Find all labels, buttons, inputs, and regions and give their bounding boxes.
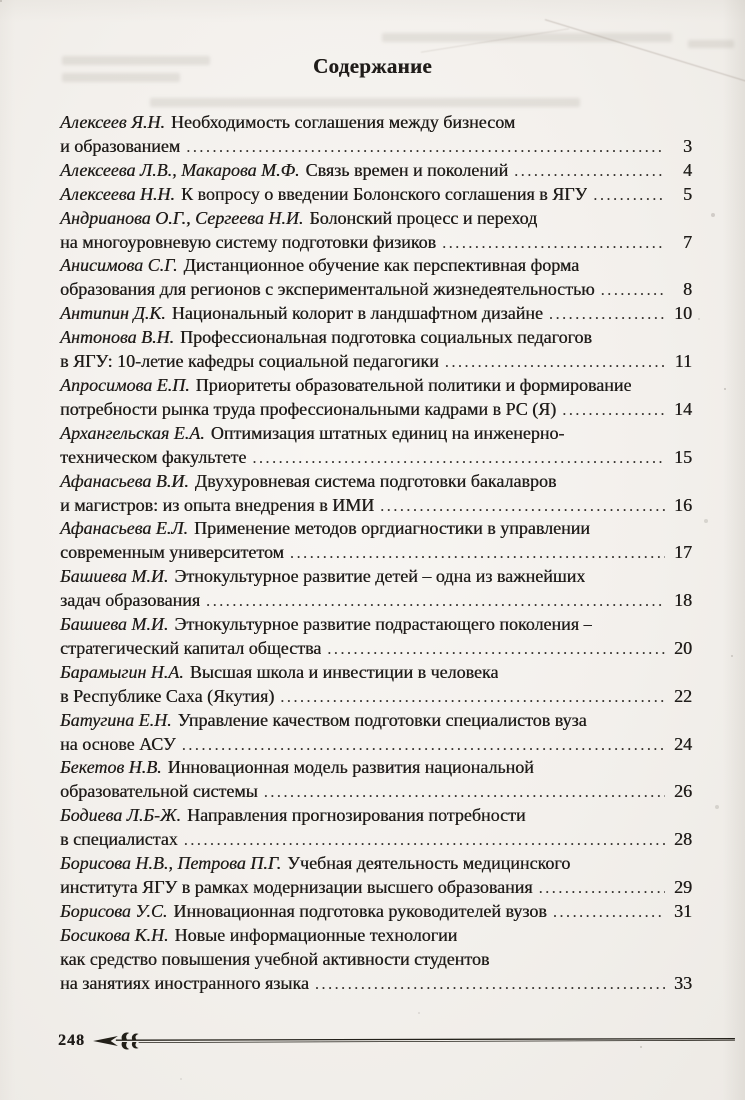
toc-entry [60, 207, 692, 255]
toc-entry [60, 565, 692, 613]
author-name: Алексеев Я.Н. [60, 112, 165, 132]
entry-title-text: Профессиональная подготовка социальных педагогов [180, 327, 592, 348]
toc-entry [60, 756, 692, 804]
entry-title-text: в специалистах [60, 829, 178, 850]
entry-page-number: 26 [674, 781, 692, 802]
scan-noise [0, 0, 2, 2]
entry-page-number: 7 [683, 231, 692, 252]
arrow-rule-ornament-icon [91, 1028, 737, 1054]
entry-page-number: 16 [674, 494, 692, 515]
entry-title-text: Двухуровневая система подготовки бакалавров [194, 470, 557, 491]
entry-title-text: в ЯГУ: 10-летие кафедры социальной педагогики [60, 351, 439, 372]
dot-leader [315, 972, 665, 996]
author-name: Борисова У.С. [60, 900, 168, 921]
author-name: Барамыгин Н.А. [60, 661, 184, 682]
entry-page-number: 18 [674, 590, 692, 611]
dot-leader [514, 159, 665, 183]
toc-line [60, 207, 692, 231]
toc-entry [60, 374, 692, 422]
toc-line [60, 326, 692, 350]
entry-title-text: Оптимизация штатных единиц на инженерно- [210, 422, 565, 443]
dot-leader [445, 350, 665, 374]
page-footer [58, 1028, 737, 1054]
dot-leader [182, 733, 665, 757]
toc-entry [60, 183, 692, 207]
dot-leader [549, 302, 665, 326]
toc-line [60, 470, 692, 494]
entry-title-text: на основе АСУ [60, 733, 176, 754]
toc-line [60, 231, 692, 255]
entry-title-text: Необходимость соглашения между бизнесом [170, 112, 516, 132]
entry-title-text: Этнокультурное развитие подрастающего поколения – [174, 614, 593, 635]
author-name: Босикова К.Н. [60, 924, 169, 945]
entry-title-text: на многоуровневую систему подготовки физиков [60, 231, 437, 252]
toc-entry [60, 709, 692, 757]
toc-line [60, 924, 692, 948]
page-title: Содержание [313, 54, 432, 78]
author-name: Борисова Н.В., Петрова П.Г. [60, 853, 282, 874]
toc-entry [60, 852, 692, 900]
toc-entry [60, 613, 692, 661]
toc-line [60, 565, 692, 589]
toc-entry [60, 159, 692, 183]
entry-title-text: Новые информационные технологии [174, 924, 458, 945]
toc-line [60, 852, 692, 876]
entry-title-text: и образованием [60, 135, 181, 156]
toc-line [60, 900, 692, 924]
dot-leader [442, 231, 665, 255]
entry-title-text: образовательной системы [60, 781, 258, 802]
toc-line [60, 541, 692, 565]
toc-line [60, 685, 692, 709]
toc-line [60, 804, 692, 828]
dot-leader [252, 446, 665, 470]
toc-entry [60, 900, 692, 924]
toc-entry [60, 422, 692, 470]
toc-line [60, 446, 692, 470]
bleedthrough-text-ghost [688, 40, 734, 48]
toc-entry [60, 111, 692, 159]
entry-title-text: Инновационная модель развития национальной [167, 757, 534, 778]
toc-entry [60, 470, 692, 518]
entry-page-number: 20 [674, 637, 692, 658]
entry-page-number: 4 [683, 159, 692, 180]
author-name: Антонова В.Н. [60, 327, 175, 348]
dot-leader [539, 876, 665, 900]
entry-title-text: и магистров: из опыта внедрения в ИМИ [60, 494, 375, 515]
entry-page-number: 17 [674, 542, 692, 563]
entry-page-number: 5 [683, 183, 692, 204]
toc-entry [60, 924, 692, 996]
entry-title-text: как средство повышения учебной активности студентов [60, 948, 490, 969]
entry-title-text: техническом факультете [60, 446, 247, 467]
entry-title-text: стратегический капитал общества [60, 637, 322, 658]
toc-line [60, 876, 692, 900]
toc-line [60, 948, 692, 972]
toc-line [60, 374, 692, 398]
entry-title-text: Управление качеством подготовки специалистов вуза [177, 709, 587, 730]
author-name: Алексеева Л.В., Макарова М.Ф. [60, 159, 300, 180]
entry-title-text: К вопросу о введении Болонского соглашения в ЯГУ [180, 183, 588, 204]
author-name: Афанасьева В.И. [60, 470, 189, 491]
entry-title-text: образования для регионов с экспериментальной жизнедеятельностью [60, 279, 595, 300]
author-name: Бодиева Л.Б-Ж. [60, 805, 181, 826]
entry-title-text: потребности рынка труда профессиональными кадрами в РС (Я) [60, 398, 557, 419]
toc-line [60, 135, 692, 159]
entry-page-number: 11 [674, 351, 692, 372]
dot-leader [206, 589, 665, 613]
author-name: Архангельская Е.А. [60, 422, 205, 443]
toc-line [60, 302, 692, 326]
entry-title-text: института ЯГУ в рамках модернизации высшего образования [60, 877, 533, 897]
toc-entry [60, 661, 692, 709]
toc-line [60, 422, 692, 446]
dot-leader [186, 135, 665, 159]
entry-page-number: 10 [674, 303, 692, 324]
dot-leader [380, 494, 665, 518]
entry-title-text: задач образования [60, 590, 201, 611]
toc-entry [60, 254, 692, 302]
entry-page-number: 29 [674, 877, 692, 897]
toc-line [60, 637, 692, 661]
toc-line [60, 159, 692, 183]
entry-page-number: 3 [683, 135, 692, 156]
toc-line [60, 183, 692, 207]
folio-number: 248 [58, 1032, 85, 1049]
author-name: Батугина Е.Н. [60, 709, 172, 730]
author-name: Башиева М.И. [60, 566, 169, 587]
author-name: Алексеева Н.Н. [60, 183, 175, 204]
toc-line [60, 589, 692, 613]
toc-line [60, 398, 692, 422]
entry-title-text: в Республике Саха (Якутия) [60, 685, 275, 706]
entry-title-text: на занятиях иностранного языка [60, 972, 309, 993]
toc-line [60, 733, 692, 757]
dot-leader [184, 828, 665, 852]
dot-leader [290, 541, 665, 565]
entry-title-text: Приоритеты образовательной политики и формирование [195, 374, 632, 395]
author-name: Бекетов Н.В. [60, 757, 162, 778]
dot-leader [562, 398, 665, 422]
toc-line [60, 661, 692, 685]
author-name: Апросимова Е.П. [60, 374, 190, 395]
entry-title-text: Дистанционное обучение как перспективная форма [183, 255, 580, 276]
entry-title-text: современным университетом [60, 542, 284, 563]
author-name: Антипин Д.К. [60, 303, 166, 324]
entry-title-text: Болонский процесс и переход [309, 207, 538, 228]
entry-title-text: Национальный колорит в ландшафтном дизайне [171, 303, 543, 324]
dot-leader [280, 685, 665, 709]
entry-title-text: Этнокультурное развитие детей – одна из важнейших [174, 566, 586, 587]
entry-page-number: 31 [674, 900, 692, 921]
toc-line [60, 828, 692, 852]
toc-line [60, 494, 692, 518]
toc-line [60, 972, 692, 996]
entry-page-number: 14 [674, 398, 692, 419]
toc-line [60, 278, 692, 302]
dot-leader [593, 183, 665, 207]
toc-entry [60, 804, 692, 852]
entry-page-number: 8 [683, 279, 692, 300]
dot-leader [327, 637, 665, 661]
entry-title-text: Высшая школа и инвестиции в человека [189, 661, 499, 682]
entry-title-text: Применение методов оргдиагностики в управлении [193, 518, 590, 539]
toc-line [60, 756, 692, 780]
entry-page-number: 33 [674, 972, 692, 993]
entry-page-number: 24 [674, 733, 692, 754]
author-name: Анисимова С.Г. [60, 255, 178, 276]
table-of-contents [60, 111, 692, 996]
toc-entry [60, 517, 692, 565]
author-name: Башиева М.И. [60, 614, 169, 635]
dot-leader [553, 900, 665, 924]
entry-title-text: Направления прогнозирования потребности [186, 805, 526, 826]
entry-page-number: 22 [674, 685, 692, 706]
toc-entry [60, 326, 692, 374]
bleedthrough-text-ghost [150, 98, 580, 107]
entry-title-text: Инновационная подготовка руководителей вузов [173, 900, 547, 921]
entry-title-text: Учебная деятельность медицинского [287, 853, 571, 874]
dot-leader [601, 278, 665, 302]
toc-line [60, 111, 692, 135]
author-name: Андрианова О.Г., Сергеева Н.И. [60, 207, 304, 228]
toc-line [60, 709, 692, 733]
author-name: Афанасьева Е.Л. [60, 518, 188, 539]
toc-line [60, 350, 692, 374]
entry-page-number: 28 [674, 829, 692, 850]
entry-page-number: 15 [674, 446, 692, 467]
dot-leader [264, 780, 665, 804]
toc-line [60, 613, 692, 637]
toc-line [60, 780, 692, 804]
toc-line [60, 517, 692, 541]
entry-title-text: Связь времен и поколений [305, 159, 509, 180]
toc-entry [60, 302, 692, 326]
toc-line [60, 254, 692, 278]
